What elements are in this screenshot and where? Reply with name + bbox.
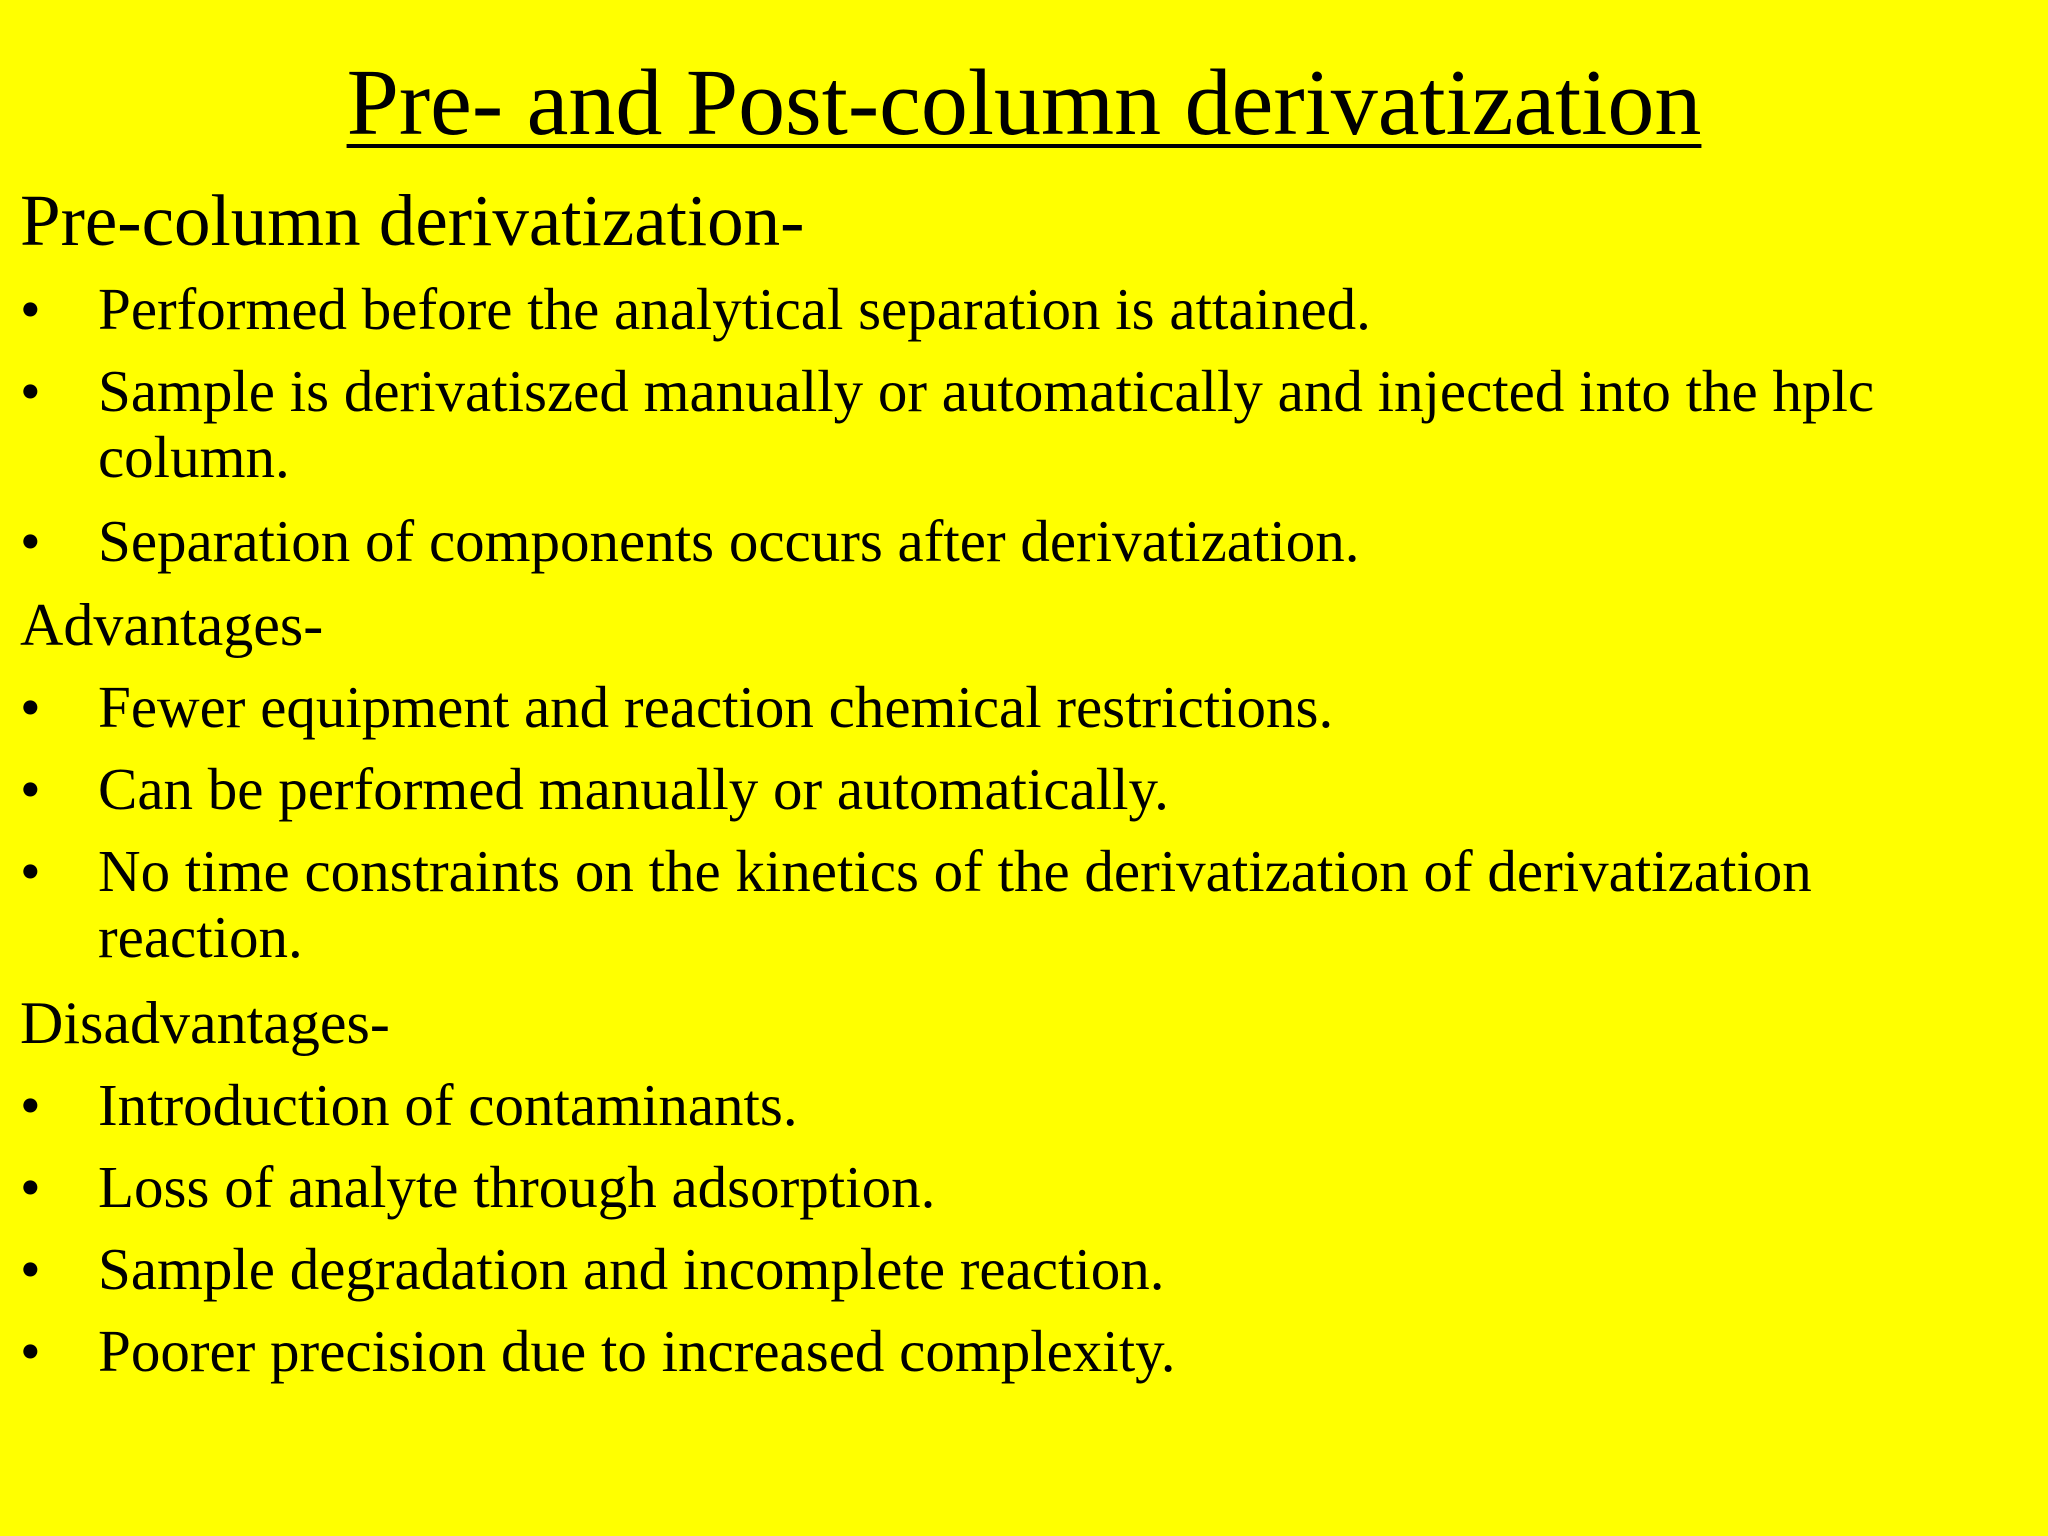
bullet-text: Loss of analyte through adsorption. — [98, 1154, 936, 1220]
section-heading-disadvantages: Disadvantages- — [20, 990, 390, 1056]
bullet-text: Separation of components occurs after derivatization. — [98, 508, 1360, 574]
bullet-icon: • — [20, 1154, 41, 1220]
bullet-text: Performed before the analytical separation is attained. — [98, 276, 1371, 342]
bullet-icon: • — [20, 674, 41, 740]
bullet-text: Sample is derivatiszed manually or automatically and injected into the hplc column. — [98, 358, 1875, 490]
section-heading-advantages: Advantages- — [20, 592, 324, 658]
bullet-icon: • — [20, 508, 41, 574]
slide-title-text: Pre- and Post-column derivatization — [346, 51, 1702, 155]
bullet-icon: • — [20, 276, 41, 342]
bullet-icon: • — [20, 1318, 41, 1384]
bullet-text: Poorer precision due to increased complexity. — [98, 1318, 1176, 1384]
bullet-text: Can be performed manually or automatically. — [98, 756, 1169, 822]
bullet-text: Introduction of contaminants. — [98, 1072, 798, 1138]
section-heading-pre-column: Pre-column derivatization- — [20, 180, 805, 261]
bullet-text: Sample degradation and incomplete reaction. — [98, 1236, 1165, 1302]
bullet-text: Fewer equipment and reaction chemical restrictions. — [98, 674, 1334, 740]
bullet-text: No time constraints on the kinetics of the derivatization of derivatization reaction. — [98, 838, 1812, 970]
slide-title — [0, 48, 2048, 158]
bullet-icon: • — [20, 838, 41, 904]
bullet-icon: • — [20, 358, 41, 424]
bullet-icon: • — [20, 1072, 41, 1138]
bullet-icon: • — [20, 1236, 41, 1302]
bullet-icon: • — [20, 756, 41, 822]
